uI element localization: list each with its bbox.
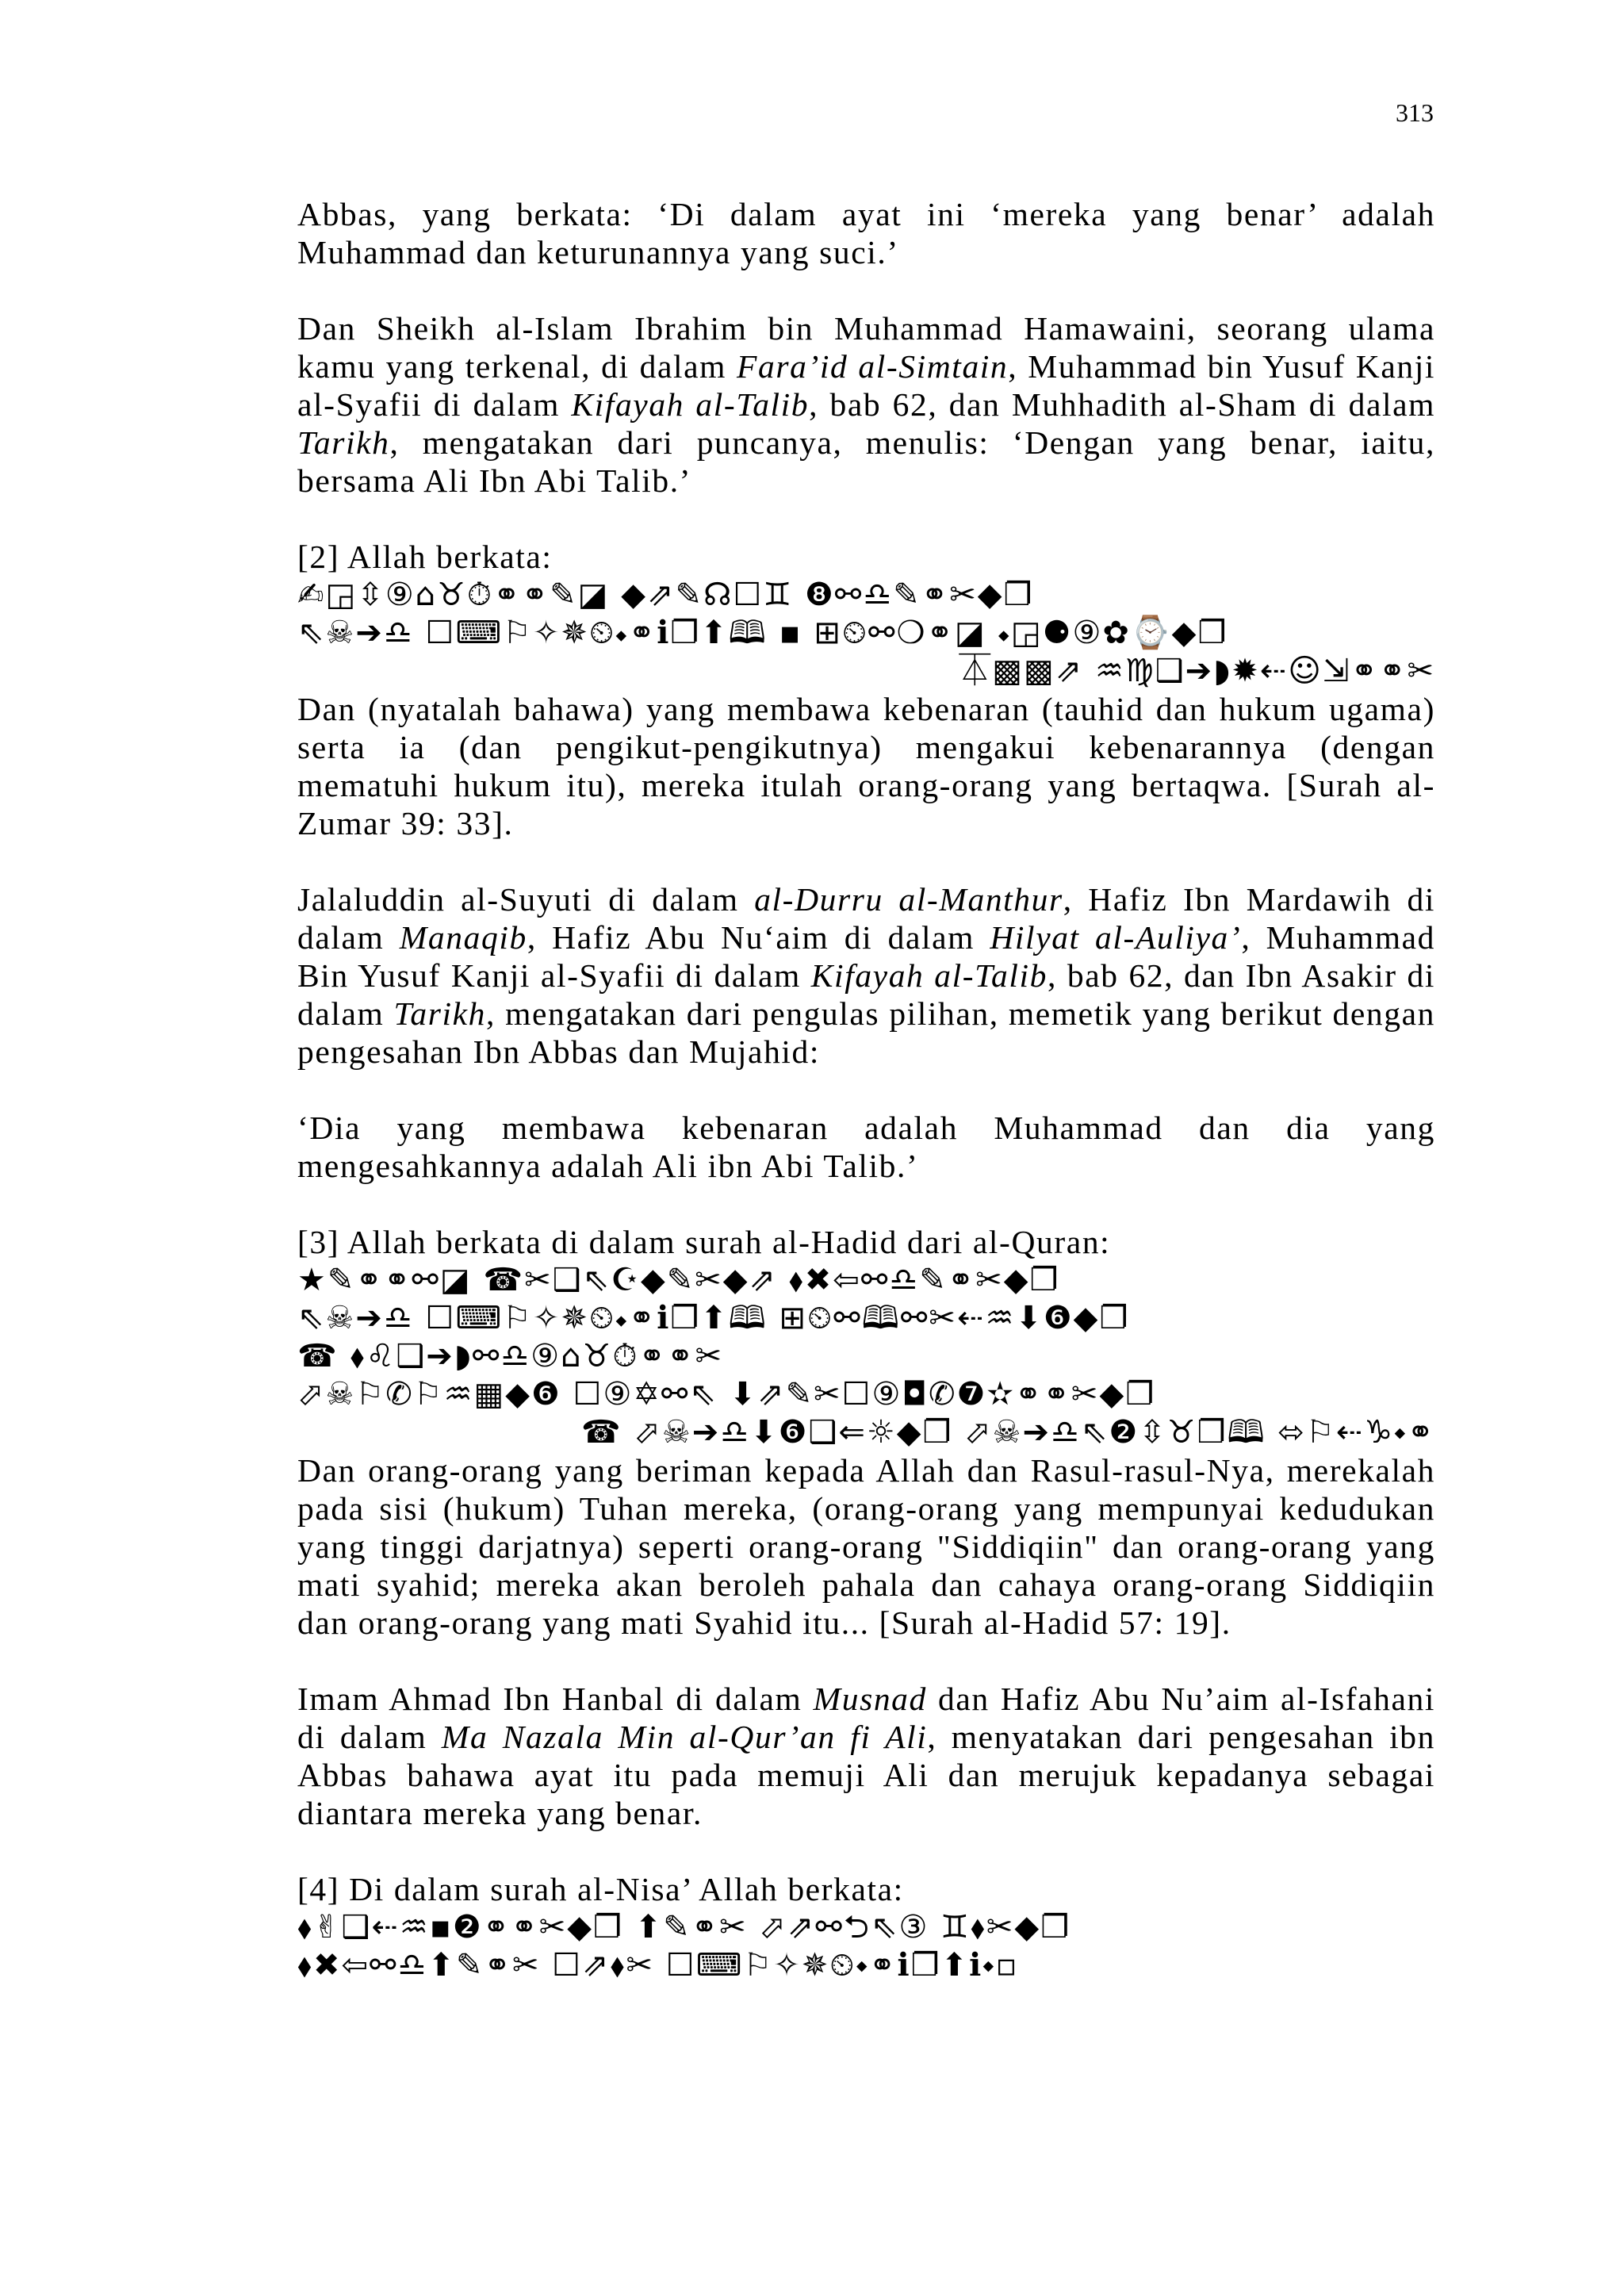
- verse-glyph-line: ⏄▩▩⇗ ♒♍❑➔◗✹⇠☺⇲⚭⚭✂: [959, 653, 1435, 689]
- paragraph-7: Imam Ahmad Ibn Hanbal di dalam Musnad dan Hafiz Abu Nu’aim al-Isfahani di dalam Ma Nazala Min al-Qur’an fi Ali, menyatakan dari pengesahan ibn Abbas bahawa ayat itu pada memuji Ali dan merujuk kepadanya sebagai diantara mereka yang benar.: [297, 1681, 1435, 1831]
- verse-glyph-line: ⇖☠➔♎ ☐⌨⚐✧✵⏲⬩⚭ℹ❐⬆🕮 ⊞⏲⚯🕮⚯✂⇠♒⬇❻◆❐: [297, 1300, 1130, 1336]
- page-number: 313: [1396, 98, 1434, 127]
- section-heading-4: [4] Di dalam surah al-Nisa’ Allah berkata:: [297, 1871, 904, 1907]
- verse-glyph-line: ⬀☠⚐✆⚐♒▦◆❻ ☐⑨✡⚯⇖ ⬇⇗✎✂☐⑨◘✆❼✫⚭⚭✂◆❐: [297, 1376, 1156, 1412]
- paragraph-4: Jalaluddin al-Suyuti di dalam al-Durru al-Manthur, Hafiz Ibn Mardawih di dalam Manaqib, Hafiz Abu Nu‘aim di dalam Hilyat al-Auliya’, Muhammad Bin Yusuf Kanji al-Syafii di dalam Kifayah al-Talib, bab 62, dan Ibn Asakir di dalam Tarikh, mengatakan dari pengulas pilihan, memetik yang berikut dengan pengesahan Ibn Abbas dan Mujahid:: [297, 881, 1436, 1070]
- book-title: Fara’id al-Simtain: [737, 348, 1009, 385]
- translation-paragraph: Dan orang-orang yang beriman kepada Allah dan Rasul-rasul-Nya, merekalah pada sisi (hukum) Tuhan mereka, (orang-orang yang mempunyai kedudukan yang tinggi darjatnya) seperti orang-orang "Siddiqiin" dan orang-orang yang mati syahid; mereka akan beroleh pahala dan cahaya orang-orang Siddiqiin dan orang-orang yang mati Syahid itu... [Surah al-Hadid 57: 19].: [297, 1452, 1435, 1641]
- verse-glyph-line: ⇖☠➔♎ ☐⌨⚐✧✵⏲⬩⚭ℹ❐⬆🕮 ▪ ⊞⏲⚯❍⚭◪ ⬩◲⚈⑨✿⌚◆❐: [297, 615, 1228, 651]
- book-title: Kifayah al-Talib: [810, 957, 1048, 994]
- book-title: Tarikh: [393, 995, 487, 1032]
- book-title: al-Durru al-Manthur: [754, 881, 1063, 918]
- book-title: Musnad: [813, 1681, 927, 1717]
- section-heading-3: [3] Allah berkata di dalam surah al-Hadid dari al-Quran:: [297, 1224, 1111, 1260]
- verse-glyph-line: ⬧✖⇦⚯♎⬆✎⚭✂ ☐⇗⬧✂ ☐⌨⚐✧✵⏲⬩⚭ℹ❐⬆ℹ⬩▫: [297, 1947, 1019, 1984]
- paragraph-2: Dan Sheikh al-Islam Ibrahim bin Muhammad Hamawaini, seorang ulama kamu yang terkenal, di dalam Fara’id al-Simtain, Muhammad bin Yusuf Kanji al-Syafii di dalam Kifayah al-Talib, bab 62, dan Muhhadith al-Sham di dalam Tarikh, mengatakan dari puncanya, menulis: ‘Dengan yang benar, iaitu, bersama Ali Ibn Abi Talib.’: [297, 310, 1435, 499]
- book-title: Manaqib: [399, 919, 527, 956]
- book-title: Tarikh: [297, 424, 390, 461]
- paragraph-1: Abbas, yang berkata: ‘Di dalam ayat ini ‘mereka yang benar’ adalah Muhammad dan keturunannya yang suci.’: [297, 196, 1435, 270]
- translation-paragraph: Dan (nyatalah bahawa) yang membawa kebenaran (tauhid dan hukum ugama) serta ia (dan pengikut-pengikutnya) mengakui kebenarannya (dengan mematuhi hukum itu), mereka itulah orang-orang yang bertaqwa. [Surah al-Zumar 39: 33].: [297, 691, 1435, 841]
- book-title: Ma Nazala Min al-Qur’an fi Ali: [441, 1719, 928, 1755]
- verse-glyph-line: ★✎⚭⚭⚯◪ ☎✂❑⇖☪◆✎✂◆⇗ ⬧✖⇦⚯♎✎⚭✂◆❐: [297, 1262, 1060, 1298]
- book-title: Hilyat al-Auliya’: [990, 919, 1242, 956]
- section-heading-2: [2] Allah berkata:: [297, 539, 553, 575]
- verse-glyph-line: ⬧✌❑⇠♒▪❷⚭⚭✂◆❐ ⬆✎⚭✂ ⬀⇗⚯⮌⇖③ ♊⬧✂◆❐: [297, 1909, 1071, 1945]
- book-title: Kifayah al-Talib: [571, 386, 810, 423]
- quote-paragraph: ‘Dia yang membawa kebenaran adalah Muhammad dan dia yang mengesahkannya adalah Ali ibn Abi Talib.’: [297, 1110, 1435, 1184]
- verse-glyph-line: ☎ ⬀☠➔♎⬇❻❑⇐☼◆❐ ⬀☠➔♎⇖❷⇳♉❐🕮 ⬄⚐⇠♑⬩⚭: [580, 1414, 1435, 1451]
- verse-glyph-line: ✍◲⇳⑨⌂♉⏱⚭⚭✎◪ ◆⇗✎☊☐♊ ❽⚯♎✎⚭✂◆❐: [297, 577, 1034, 613]
- page-content: [297, 195, 1435, 1984]
- verse-glyph-line: ☎ ⬧♌❑➔◗⚯♎⑨⌂♉⏱⚭⚭✂: [297, 1338, 724, 1374]
